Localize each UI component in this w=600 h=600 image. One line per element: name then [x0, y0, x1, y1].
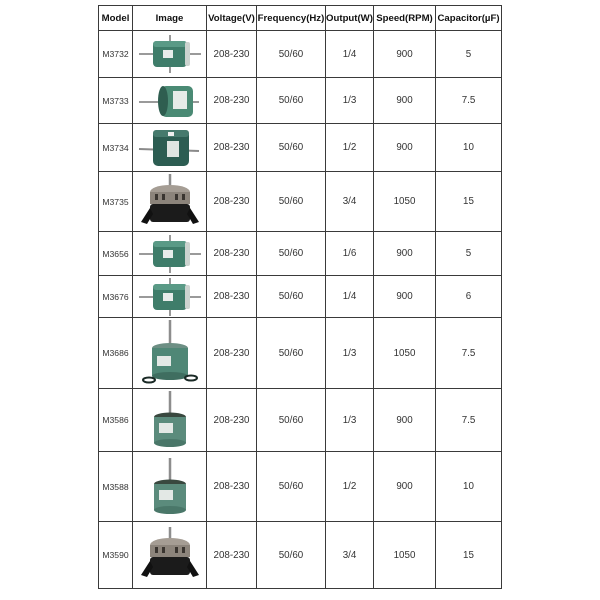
cell-speed: 900	[374, 389, 436, 452]
cell-speed: 900	[374, 232, 436, 276]
motor-icon	[133, 527, 206, 583]
motor-image-cell	[133, 276, 207, 318]
motor-icon	[133, 81, 206, 121]
cell-voltage: 208-230	[207, 389, 257, 452]
motor-image-cell	[133, 318, 207, 389]
table-row	[99, 172, 502, 232]
motor-icon	[133, 458, 206, 516]
header-model: Model	[99, 6, 133, 31]
cell-output: 1/3	[326, 389, 374, 452]
motor-spec-table	[98, 5, 502, 589]
motor-icon	[133, 277, 206, 317]
cell-model: M3676	[99, 276, 133, 318]
cell-output: 1/6	[326, 232, 374, 276]
cell-output: 1/2	[326, 124, 374, 172]
cell-frequency: 50/60	[257, 318, 326, 389]
cell-voltage: 208-230	[207, 124, 257, 172]
cell-model: M3733	[99, 78, 133, 124]
table-row	[99, 232, 502, 276]
cell-frequency: 50/60	[257, 276, 326, 318]
cell-voltage: 208-230	[207, 452, 257, 522]
table-row	[99, 276, 502, 318]
header-frequency: Frequency(Hz)	[257, 6, 326, 31]
table-row	[99, 389, 502, 452]
cell-capacitor: 15	[436, 522, 502, 589]
cell-voltage: 208-230	[207, 78, 257, 124]
cell-capacitor: 15	[436, 172, 502, 232]
cell-voltage: 208-230	[207, 318, 257, 389]
motor-image-cell	[133, 452, 207, 522]
cell-speed: 900	[374, 31, 436, 78]
cell-output: 1/3	[326, 318, 374, 389]
header-row	[99, 6, 502, 31]
cell-capacitor: 7.5	[436, 78, 502, 124]
cell-capacitor: 6	[436, 276, 502, 318]
cell-model: M3590	[99, 522, 133, 589]
cell-voltage: 208-230	[207, 232, 257, 276]
motor-icon	[133, 234, 206, 274]
motor-image-cell	[133, 389, 207, 452]
cell-frequency: 50/60	[257, 389, 326, 452]
cell-output: 3/4	[326, 522, 374, 589]
cell-model: M3732	[99, 31, 133, 78]
cell-capacitor: 7.5	[436, 318, 502, 389]
cell-model: M3586	[99, 389, 133, 452]
cell-model: M3734	[99, 124, 133, 172]
cell-capacitor: 5	[436, 31, 502, 78]
cell-output: 3/4	[326, 172, 374, 232]
table-row	[99, 31, 502, 78]
cell-capacitor: 10	[436, 452, 502, 522]
motor-icon	[133, 320, 206, 386]
cell-speed: 900	[374, 78, 436, 124]
header-output: Output(W)	[326, 6, 374, 31]
motor-image-cell	[133, 232, 207, 276]
cell-model: M3588	[99, 452, 133, 522]
cell-voltage: 208-230	[207, 31, 257, 78]
cell-output: 1/3	[326, 78, 374, 124]
cell-speed: 1050	[374, 318, 436, 389]
cell-voltage: 208-230	[207, 522, 257, 589]
motor-image-cell	[133, 31, 207, 78]
cell-voltage: 208-230	[207, 172, 257, 232]
cell-frequency: 50/60	[257, 78, 326, 124]
motor-icon	[133, 127, 206, 169]
cell-frequency: 50/60	[257, 31, 326, 78]
cell-output: 1/4	[326, 276, 374, 318]
cell-capacitor: 7.5	[436, 389, 502, 452]
motor-icon	[133, 391, 206, 449]
table-row	[99, 452, 502, 522]
motor-image-cell	[133, 78, 207, 124]
cell-speed: 1050	[374, 522, 436, 589]
cell-frequency: 50/60	[257, 124, 326, 172]
header-capacitor: Capacitor(µF)	[436, 6, 502, 31]
cell-output: 1/2	[326, 452, 374, 522]
cell-frequency: 50/60	[257, 172, 326, 232]
motor-icon	[133, 34, 206, 74]
cell-capacitor: 10	[436, 124, 502, 172]
table-row	[99, 318, 502, 389]
table-row	[99, 522, 502, 589]
motor-image-cell	[133, 522, 207, 589]
cell-capacitor: 5	[436, 232, 502, 276]
cell-speed: 1050	[374, 172, 436, 232]
cell-model: M3656	[99, 232, 133, 276]
motor-icon	[133, 174, 206, 230]
table-row	[99, 124, 502, 172]
cell-speed: 900	[374, 124, 436, 172]
cell-voltage: 208-230	[207, 276, 257, 318]
header-speed: Speed(RPM)	[374, 6, 436, 31]
motor-image-cell	[133, 124, 207, 172]
cell-speed: 900	[374, 452, 436, 522]
cell-output: 1/4	[326, 31, 374, 78]
motor-image-cell	[133, 172, 207, 232]
cell-model: M3735	[99, 172, 133, 232]
cell-frequency: 50/60	[257, 522, 326, 589]
cell-frequency: 50/60	[257, 232, 326, 276]
header-voltage: Voltage(V)	[207, 6, 257, 31]
cell-model: M3686	[99, 318, 133, 389]
table-row	[99, 78, 502, 124]
header-image: Image	[133, 6, 207, 31]
cell-speed: 900	[374, 276, 436, 318]
cell-frequency: 50/60	[257, 452, 326, 522]
